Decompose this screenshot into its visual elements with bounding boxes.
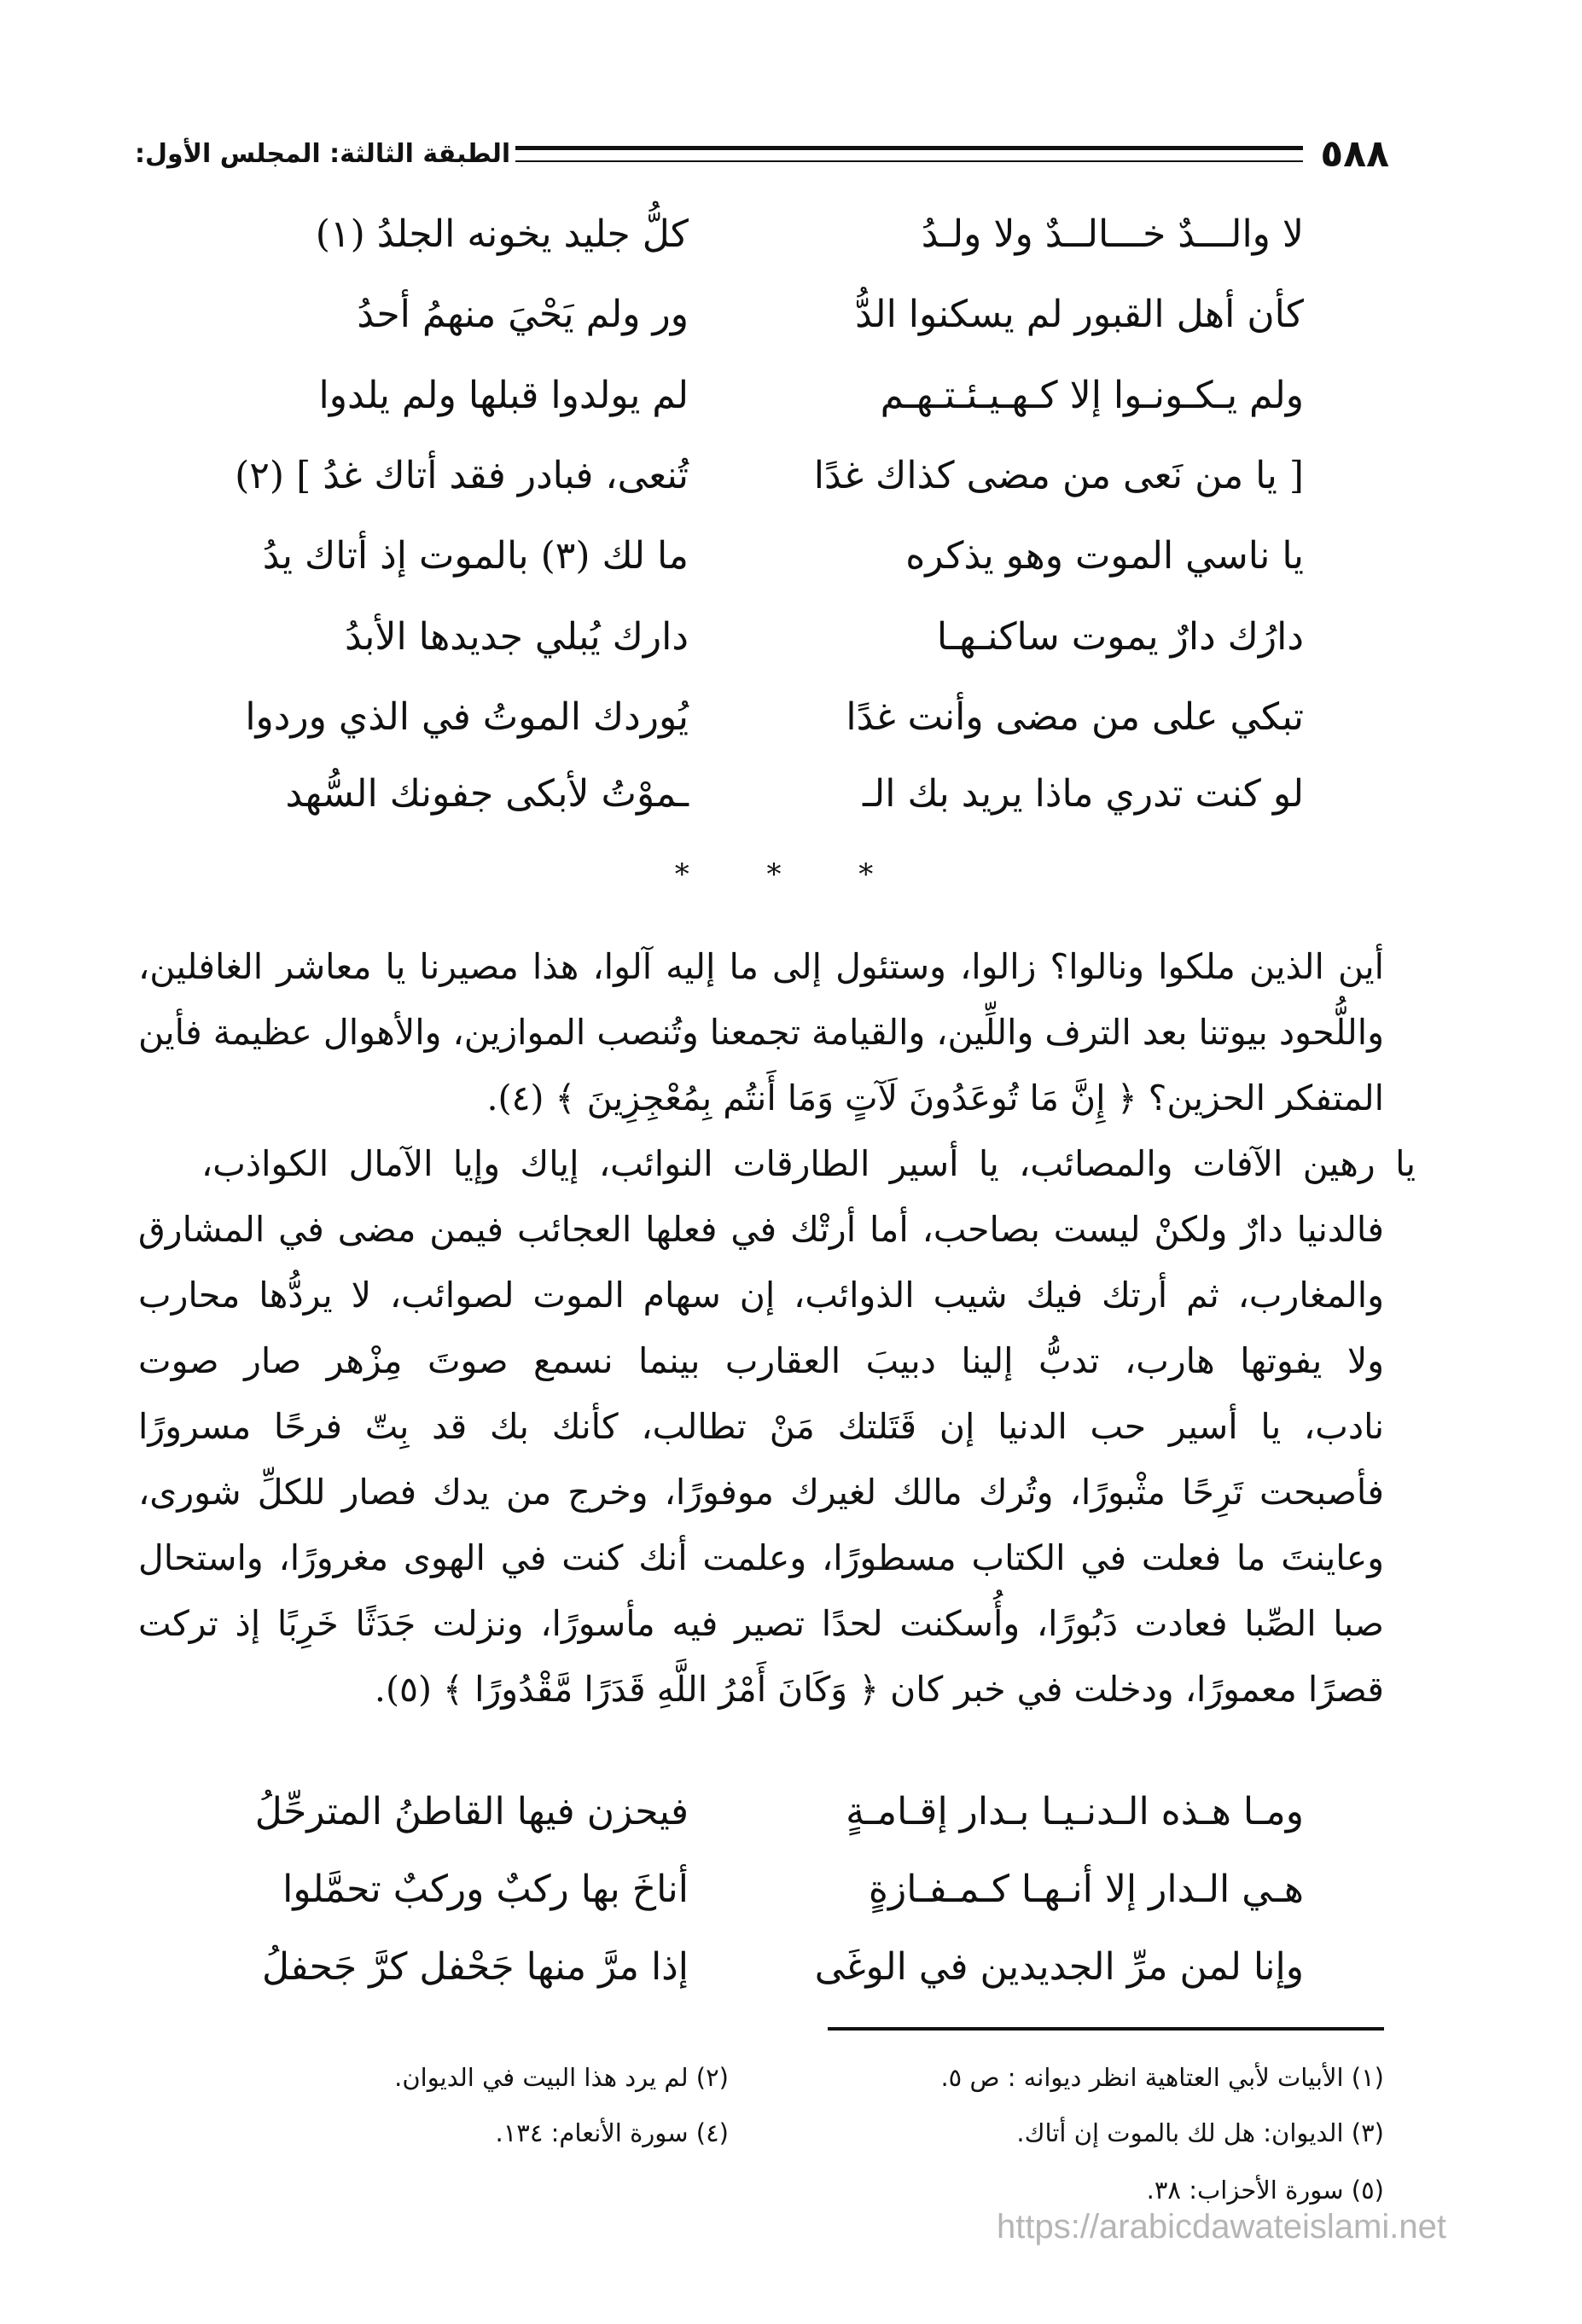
header-rule [515,146,1303,162]
prose-line: واللُّحود بيوتنا بعد الترف واللِّين، والقيامة تجمعنا وتُنصب الموازين، والأهوال عظيمة فأين [137,1012,1384,1053]
prose-line: فأصبحت تَرِحًا مثْبورًا، وتُرك مالك لغيرك موفورًا، وخرج من يدك فصار للكلِّ شورى، [138,1472,1384,1513]
footnote-1: (١) الأبيات لأبي العتاهية انظر ديوانه : ص ٥. [940,2063,1384,2092]
verse-second-hemistich: تُنعى، فبادر فقد أتاك غدُ ] (٢) [235,454,689,497]
running-title: الطبقة الثالثة: المجلس الأول: [135,138,511,169]
verse-second-hemistich: ور ولم يَحْيَ منهمُ أحدُ [357,293,689,336]
verse-first-hemistich: وإنا لمن مرِّ الجديدين في الوغَى [814,1945,1304,1989]
prose-line: ولا يفوتها هارب، تدبُّ إلينا دبيبَ العقارب بينما نسمع صوتَ مِزْهر صار صوت [138,1340,1384,1381]
footnote-rule [828,2027,1384,2031]
prose-line: يا رهين الآفات والمصائب، يا أسير الطارقات النوائب، إياك وإيا الآمال الكواذب، [201,1143,1416,1184]
verse-first-hemistich: لا والـــدٌ خـــالــدٌ ولا ولـدُ [921,212,1304,256]
verse-first-hemistich: [ يا من نَعى من مضى كذاك غدًا [813,454,1304,497]
prose-line: قصرًا معمورًا، ودخلت في خبر كان ﴿ وَكَانَ أَمْرُ اللَّهِ قَدَرًا مَّقْدُورًا ﴾ (٥). [374,1669,1384,1710]
footnote-5: (٥) سورة الأحزاب: ٣٨. [1146,2176,1384,2205]
footnote-2: (٢) لم يرد هذا البيت في الديوان. [394,2063,729,2092]
verse-first-hemistich: لو كنت تدري ماذا يريد بك الـ [862,772,1304,816]
prose-line: نادب، يا أسير حب الدنيا إن قَتَلتك مَنْ تطالب، كأنك بك قد بِتّ فرحًا مسرورًا [138,1406,1384,1447]
verse-second-hemistich: يُوردك الموتُ في الذي وردوا [245,695,689,739]
prose-line: فالدنيا دارٌ ولكنْ ليست بصاحب، أما أرتْك في فعلها العجائب فيمن مضى في المشارق [138,1209,1384,1250]
page-header [135,128,1389,179]
watermark-url: https://arabicdawateislami.net [997,2208,1446,2246]
verse-second-hemistich: ـموْتُ لأبكى جفونك السُّهد [285,772,689,816]
footnote-3: (٣) الديوان: هل لك بالموت إن أتاك. [1016,2118,1384,2147]
verse-second-hemistich: لم يولدوا قبلها ولم يلدوا [318,374,689,417]
verse-second-hemistich: فيحزن فيها القاطنُ المترحِّلُ [254,1790,689,1833]
section-separator: * * * [674,857,908,892]
prose-line: المتفكر الحزين؟ ﴿ إِنَّ مَا تُوعَدُونَ لَآتٍ وَمَا أَنتُم بِمُعْجِزِينَ ﴾ (٤). [486,1078,1384,1118]
verse-first-hemistich: يا ناسي الموت وهو يذكره [905,534,1304,578]
verse-first-hemistich: دارُك دارٌ يموت ساكنـهـا [936,615,1304,659]
verse-second-hemistich: كلُّ جليد يخونه الجلدُ (١) [315,212,689,256]
verse-second-hemistich: ما لك (٣) بالموت إذ أتاك يدُ [262,534,689,578]
prose-line: صبا الصِّبا فعادت دَبُورًا، وأُسكنت لحدًا تصير فيه مأسورًا، ونزلت جَدَثًا خَرِبًا إذ تركت [138,1603,1384,1644]
page-number: ٥٨٨ [1320,131,1389,176]
verse-first-hemistich: ولم يـكـونـوا إلا كـهـيـئـتـهـم [880,374,1304,417]
footnote-4: (٤) سورة الأنعام: ١٣٤. [495,2118,729,2147]
verse-first-hemistich: ومـا هـذه الـدنـيـا بـدار إقـامـةٍ [846,1790,1304,1833]
prose-line: أين الذين ملكوا ونالوا؟ زالوا، وستئول إلى ما إليه آلوا، هذا مصيرنا يا معاشر الغافلين، [138,946,1384,987]
verse-first-hemistich: هـي الـدار إلا أنـهـا كـمـفـازةٍ [868,1868,1304,1911]
verse-second-hemistich: أناخَ بها ركبٌ وركبٌ تحمَّلوا [282,1868,689,1911]
prose-line: والمغارب، ثم أرتك فيك شيب الذوائب، إن سهام الموت لصوائب، لا يردُّها محارب [138,1275,1384,1316]
verse-second-hemistich: إذا مرَّ منها جَحْفل كرَّ جَحفلُ [262,1945,689,1989]
prose-line: وعاينتَ ما فعلت في الكتاب مسطورًا، وعلمت أنك كنت في الهوى مغرورًا، واستحال [138,1537,1384,1578]
verse-first-hemistich: كأن أهل القبور لم يسكنوا الدُّ [855,293,1304,336]
verse-second-hemistich: دارك يُبلي جديدها الأبدُ [345,615,689,659]
verse-first-hemistich: تبكي على من مضى وأنت غدًا [846,695,1304,739]
